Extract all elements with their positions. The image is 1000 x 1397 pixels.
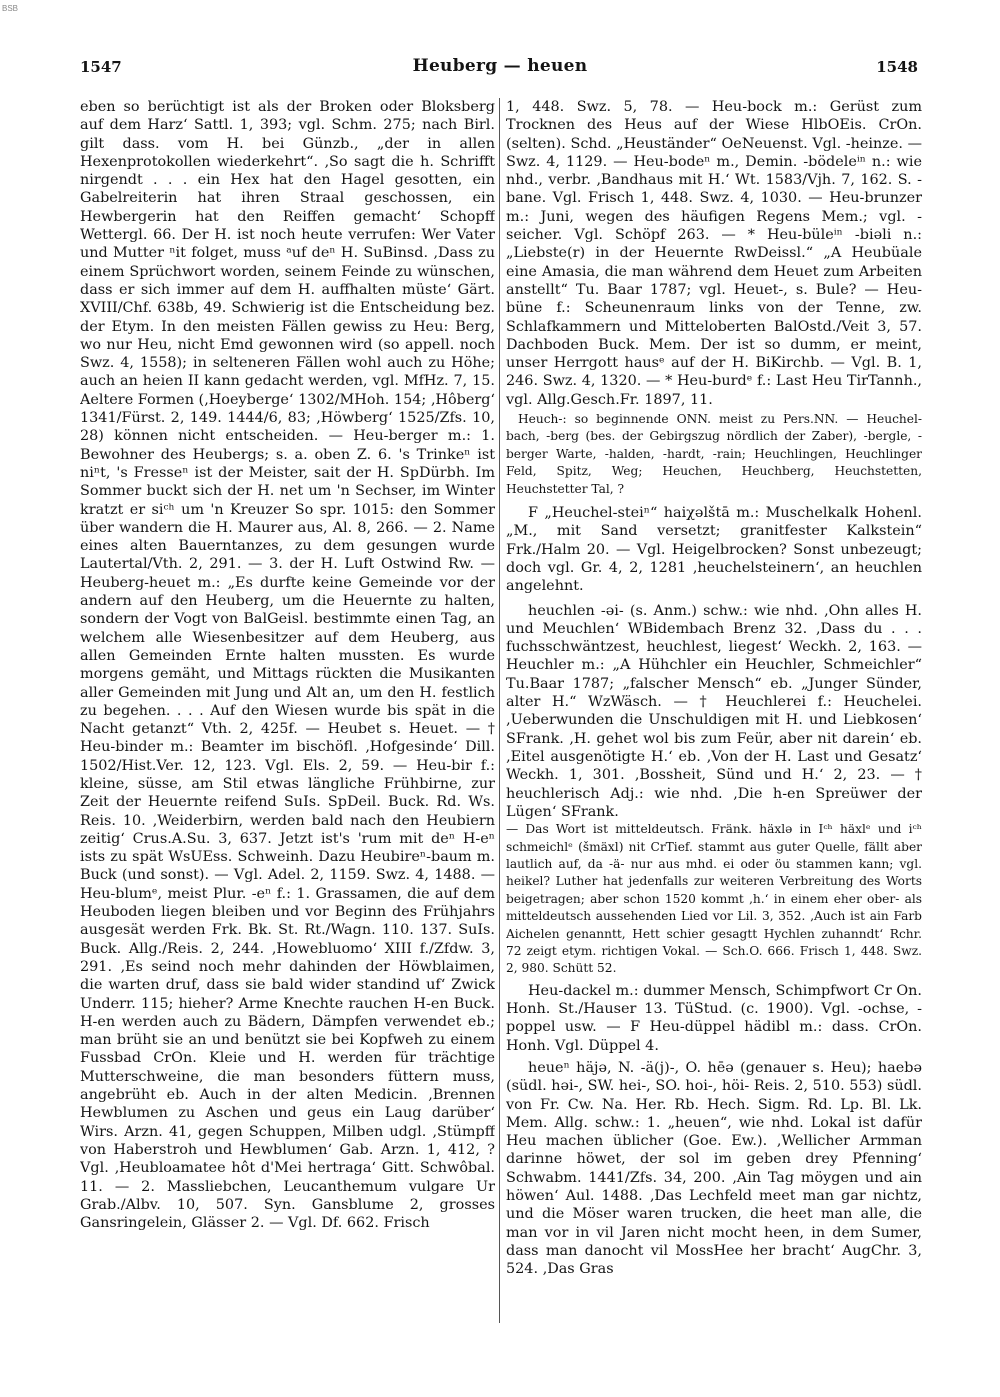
page-number-right: 1548: [876, 58, 918, 76]
entry-heuchel-stein: F „Heuchel-steiⁿ“ haiχəlštā m.: Muschelkalk Hohenl. „M., mit Sand versetzt; granitfester Kalkstein“ Frk./Halm 20. — Vgl. Heigelbrocken? Sonst unbezeugt; doch vgl. Gr. 4, 2, 1281 ‚heuchelsteinern‘, an heuchlen angelehnt.: [506, 505, 922, 595]
entry-heu-dackel: Heu-dackel m.: dummer Mensch, Schimpfwort Cr On. Honh. St./Hauser 13. TüStud. (c. 1900). Vgl. -ochse, -poppel usw. — F Heu-düppel hädibl m.: dass. CrOn. Honh. Vgl. Düppel 4.: [506, 982, 922, 1054]
entry-heu-bock: 1, 448. Swz. 5, 78. — Heu-bock m.: Gerüst zum Trocknen des Heus auf der Wiese HlbOEis. CrOn. (selten). Schd. „Heuständer“ OeNeuenst. Vgl. -heinze. — Swz. 4, 1129. — Heu-bodeⁿ m., Demin. -bödeleⁱⁿ n.: wie nhd., verbr. ‚Bandhaus mit H.‘ Wt. 1583/Vjh. 7, 162. S. -bane. Vgl. Frisch 1, 448. Swz. 4, 1030. — Heu-brunzer m.: Juni, wegen des häufigen Regens Mem.; vgl. -seicher. Vgl. Schöpf 263. — * Heu-büleⁱⁿ -biəli n.: „Liebste(r) in der Heuernte RwDeissl.“ „A Heubüale eine Amasia, die man während dem Heuet zum Arbeiten anstellt“ Tu. Baar 1787; vgl. Heuet-, s. Bule? — Heu-büne f.: Scheunenraum links von der Tenne, zw. Schlafkammern und Mitteloberten BalOstd./Veit 3, 57. Dachboden Buck. Mem. Der ist so dumm, er meint, unser Herrgott hausᵉ auf der H. BiKirchb. — Vgl. B. 1, 246. Swz. 4, 1320. — * Heu-burdᵉ f.: Last Heu TirTannh., vgl. Allg.Gesch.Fr. 1897, 11.: [506, 99, 922, 408]
page-number-left: 1547: [80, 58, 122, 76]
column-divider: [499, 98, 500, 1323]
note-heuchlen: — Das Wort ist mitteldeutsch. Fränk. häxlə in Iᶜʰ häxlᵉ und iᶜʰ schmeichlᵉ (šmäxl) nit CrTief. stammt aus guter Quelle, fällt aber lautlich auf, da -ä- nur aus mhd. ei oder öu stammen kann; vgl. heikel? Luther hat jedenfalls zur weiteren Verbreitung des Worts beigetragen; aber schon 1520 kommt ‚h.‘ in einem eher ober- als mitteldeutsch aussehenden Lied vor Lil. 3, 352. ‚Auch ist ain Farb Aichelen genanntt, Hett schier gesagtt Hychlen zuhanndt‘ Rchr. 72 zeigt etym. richtigen Vokal. — Sch.O. 666. Frisch 1, 448. Swz. 2, 980. Schütt 52.: [506, 822, 922, 976]
library-stamp: BSB: [2, 4, 19, 13]
running-head: Heuberg — heuen: [412, 56, 588, 76]
entry-heuch: Heuch-: so beginnende ONN. meist zu Pers.NN. — Heuchel-bach, -berg (bes. der Gebirgszug nördlich der Zaber), -bergle, -berger Warte, -halden, -hardt, -rain; Heuchlingen, Heuchlinger Feld, Spitz, Weg; Heuchen, Heuchberg, Heuchstetten, Heuchstetter Tal, ?: [506, 412, 922, 496]
right-column: [506, 98, 922, 1338]
entry-heuen: heueⁿ häjə, N. -ä(j)-, O. hēə (genauer s. Heu); haebə (südl. həi-, SW. hei-, SO. hoi-, höi- Reis. 2, 510. 553) südl. von Fr. Cw. Na. Her. Rb. Hech. Sigm. Rd. Lp. Bl. Lk. Mem. Allg. schw.: 1. „heuen“, wie nhd. Lokal ist dafür Heu machen üblicher (Goe. Ew.). ‚Wellicher Armman darinne höwet, der sol im geben drey Pfenning‘ Schwabm. 1441/Zfs. 34, 200. ‚Ain Tag möygen und ain höwen‘ Aul. 1488. ‚Das Lechfeld meet man gar nichtz, und die Möser waren trucken, die heet man alle, die man vor in vil Jaren nicht mocht heen, in dem Sumer, dass man danocht vil MossHee her bracht‘ AugChr. 3, 524. ‚Das Gras: [506, 1059, 922, 1278]
entry-heuchlen: heuchlen -əi- (s. Anm.) schw.: wie nhd. ‚Ohn alles H. und Meuchlen‘ WBidembach Brenz 32. ‚Dass du . . . fuchsschwäntzest, heuchlest, liegest‘ Weckh. 2, 163. — Heuchler m.: „A Hühchler ein Heuchler, Schmeichler“ Tu.Baar 1787; „falscher Mensch“ eb. „Junger Sünder, alter H.“ WzWäsch. — † Heuchlerei f.: Heuchelei. ‚Ueberwunden die Unschuldigen mit H. und Liebkosen‘ SFrank. ‚H. gehet wol bis zum Feür, aber nit darein‘ eb. ‚Eitel ausgenötigte H.‘ eb. ‚Von der H. Last und Gesatz‘ Weckh. 1, 301. ‚Bossheit, Sünd und H.‘ 2, 23. — † heuchlerisch Adj.: wie nhd. ‚Die h-en Spreüwer der Lügen‘ SFrank.: [506, 602, 922, 820]
left-column-text: eben so berüchtigt ist als der Broken oder Bloksberg auf dem Harz‘ Sattl. 1, 393; vgl. Schm. 275; nach Birl. gilt dass. vom H. bei Günzb., „der in allen Hexenprotokollen wiederkehrt“. ‚So sagt die h. Schrifft nirgendt . . . ein Hex hat den Hagel gesotten, ein Gabelreiterin hat ihren Straal geschossen, ein Hewbergerin hat den Reiffen gemacht‘ Schopff Wettergl. 66. Der H. ist noch heute verrufen: Wer Vater und Mutter ⁿit folget, muss ᵃuf deⁿ H. SuBinsd. ‚Dass zu einem Sprüchwort worden, seinem Feinde zu wünschen, dass er sich immer auf dem H. auffhalten müste‘ Gärt. XVIII/Chf. 638b, 49. Schwierig ist die Entscheidung bez. der Etym. In den meisten Fällen gewiss zu Heu: Berg, wo nur Heu, nicht Emd gewonnen wird (so appell. noch Swz. 4, 1558); in selteneren Fällen wohl auch zu Höhe; auch an heien II kann gedacht werden, vgl. MfHz. 7, 15. Aeltere Formen (‚Hoeyberge‘ 1302/MHoh. 154; ‚Hôberg‘ 1341/Fürst. 2, 149. 1444/6, 83; ‚Höwberg‘ 1525/Zfs. 10, 28) können nicht entscheiden. — Heu-berger m.: 1. Bewohner des Heubergs; s. a. oben Z. 6. 's Trinkeⁿ ist niⁿt, 's Fresseⁿ ist der Meister, sait der H. SpDürbh. Im Sommer buckt sich der H. net um 'n Sechser, im Winter kratzt er siᶜʰ um 'n Kreuzer So spr. 1015: den Sommer über wandern die H. Maurer aus, Al. 8, 266. — 2. Name eines alten Bauerntanzes, zu dem gesungen wurde Lautertal/Vth. 2, 291. — 3. der H. Luft Ostwind Rw. — Heuberg-heuet m.: „Es durfte keine Gemeinde vor der andern auf den Heuberg, um die Heuernte zu halten, sondern der Vogt von BalGeisl. bestimmte einen Tag, an welchem alle Wiesenbesitzer auf dem Heuberg, aus allen Gemeinden Ernte halten mussten. Es wurde morgens gemäht, und Mittags rückten die Musikanten aller Gemeinden mit Jung und Alt an, um den H. festlich zu begehen. . . . Auf den Wiesen wurde bis spät in die Nacht getanzt“ Vth. 2, 425f. — Heubet s. Heuet. — † Heu-binder m.: Beamter im bischöfl. ‚Hofgesinde‘ Dill. 1502/Hist.Ver. 12, 123. Vgl. Els. 2, 59. — Heu-bir f.: kleine, süsse, am Stil etwas längliche Frühbirne, zur Zeit der Heuernte reifend SuIs. SpDeil. Buck. Rd. Ws. Reis. 10. ‚Weiderbirn, werden bald nach den Heubiern zeitig‘ Crus.A.Su. 3, 637. Jetzt ist's 'rum mit deⁿ H-eⁿ ists zu spät WsUEss. Schweinh. Dazu Heubireⁿ-baum m. Buck (und sonst). — Vgl. Adel. 2, 1159. Swz. 4, 1488. — Heu-blumᵉ, meist Plur. -eⁿ f.: 1. Grassamen, die auf dem Heuboden liegen bleiben und vor Beginn des Frühjahrs ausgesät werden Frk. Bk. St. Rt./Wagn. 110. 137. SuIs. Buck. Allg./Reis. 2, 244. ‚Howebluomo‘ XIII f./Zfdw. 3, 291. ‚Es seind noch mehr dahinden der Höwblaimen, die warten druf, dass sie bald wider standind uf‘ Zwick Underr. 115; hieher? Arme Knechte rauchen H-en Buck. H-en werden auch zu Bädern, Dämpfen verwendet eb.; man brüht sie an und benützt sie bei Kopfweh zu einem Fussbad CrOn. Kleie und H. werden für trächtige Mutterschweine, die man besonders füttern muss, angebrüht eb. Auch in der alten Medicin. ‚Brennen Hewblumen zu Aschen und geus ein Laug darüber‘ Wirs. Arzn. 41, gegen Schuppen, Milben udgl. ‚Stümpff von Haberstroh und Hewblumen‘ Gab. Arzn. 1, 412, ? Vgl. ‚Heubloamatee hôt d'Mei hertraga‘ Gitt. Schwôbal. 11. — 2. Massliebchen, Leucanthemum vulgare Ur Grab./Albv. 10, 507. Syn. Gansblume 2, grosses Gansringelein, Glässer 2. — Vgl. Df. 662. Frisch: [80, 99, 495, 1232]
left-column: [80, 98, 495, 1338]
